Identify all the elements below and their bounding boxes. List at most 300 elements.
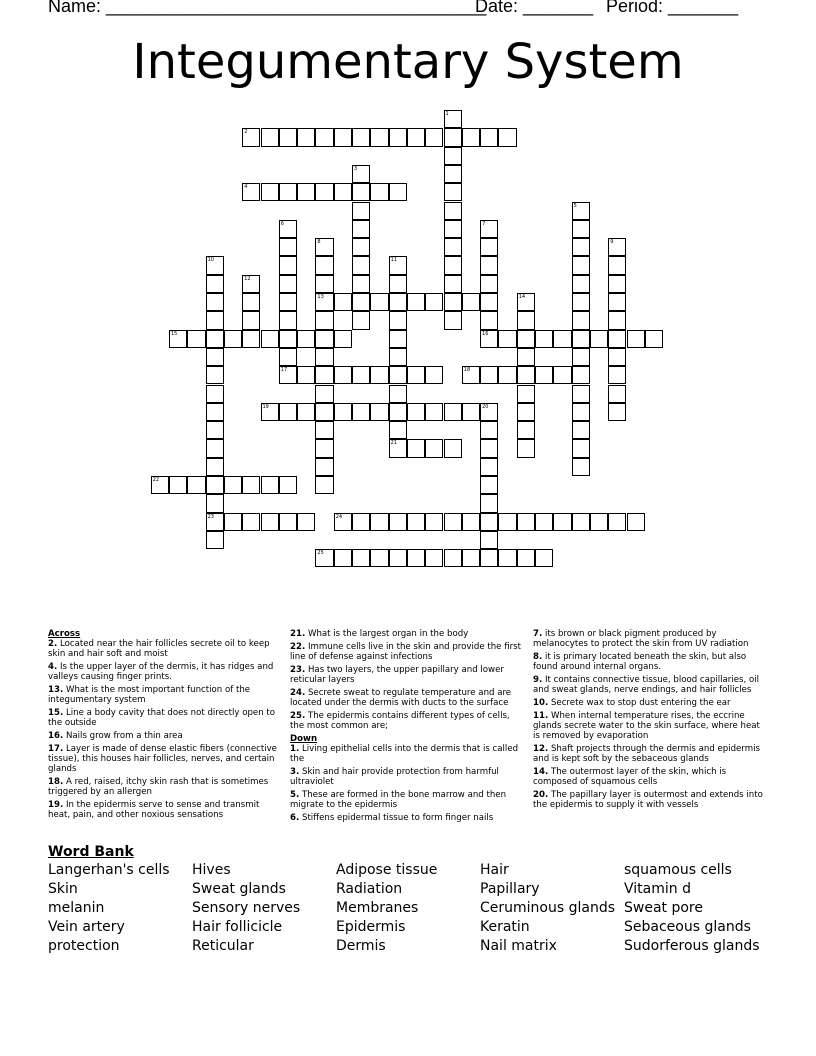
grid-cell[interactable] bbox=[389, 385, 407, 403]
grid-cell[interactable] bbox=[279, 128, 297, 146]
grid-cell[interactable] bbox=[517, 366, 535, 384]
grid-cell[interactable] bbox=[517, 293, 535, 311]
grid-cell[interactable] bbox=[444, 183, 462, 201]
grid-cell[interactable] bbox=[297, 330, 315, 348]
grid-cell[interactable] bbox=[279, 275, 297, 293]
grid-cell[interactable] bbox=[352, 549, 370, 567]
grid-cell[interactable] bbox=[407, 366, 425, 384]
grid-cell[interactable] bbox=[389, 421, 407, 439]
grid-cell[interactable] bbox=[535, 549, 553, 567]
grid-cell[interactable] bbox=[242, 476, 260, 494]
grid-cell[interactable] bbox=[572, 238, 590, 256]
clue-down-1: 1. Living epithelial cells into the dermis that is called the bbox=[290, 744, 519, 764]
grid-cell[interactable] bbox=[590, 513, 608, 531]
clue-number: 16 bbox=[482, 330, 489, 337]
grid-cell[interactable] bbox=[389, 275, 407, 293]
grid-cell[interactable] bbox=[334, 128, 352, 146]
word-bank-item: melanin bbox=[48, 900, 105, 916]
grid-cell[interactable] bbox=[572, 513, 590, 531]
grid-cell[interactable] bbox=[517, 385, 535, 403]
grid-cell[interactable] bbox=[535, 513, 553, 531]
grid-cell[interactable] bbox=[279, 366, 297, 384]
grid-cell[interactable] bbox=[480, 513, 498, 531]
grid-cell[interactable] bbox=[315, 385, 333, 403]
grid-cell[interactable] bbox=[315, 311, 333, 329]
grid-cell[interactable] bbox=[151, 476, 169, 494]
grid-cell[interactable] bbox=[297, 513, 315, 531]
grid-cell[interactable] bbox=[462, 366, 480, 384]
grid-cell[interactable] bbox=[352, 220, 370, 238]
grid-cell[interactable] bbox=[389, 513, 407, 531]
grid-cell[interactable] bbox=[206, 531, 224, 549]
grid-cell[interactable] bbox=[517, 403, 535, 421]
grid-cell[interactable] bbox=[315, 256, 333, 274]
grid-cell[interactable] bbox=[224, 476, 242, 494]
grid-cell[interactable] bbox=[572, 403, 590, 421]
word-bank-item: Sensory nerves bbox=[192, 900, 301, 916]
grid-cell[interactable] bbox=[608, 385, 626, 403]
grid-cell[interactable] bbox=[389, 128, 407, 146]
clue-across-4: 4. Is the upper layer of the dermis, it has ridges and valleys causing finger prints. bbox=[48, 662, 274, 682]
clue-number: 13 bbox=[317, 294, 324, 300]
grid-cell[interactable] bbox=[279, 183, 297, 201]
word-bank-item: Hives bbox=[192, 862, 231, 878]
grid-cell[interactable] bbox=[553, 366, 571, 384]
grid-cell[interactable] bbox=[187, 330, 205, 348]
word-bank-item: Epidermis bbox=[336, 919, 406, 935]
clues-column-2 bbox=[290, 629, 522, 826]
grid-cell[interactable] bbox=[425, 439, 443, 457]
clue-down-10: 10. Secrete wax to stop dust entering the ear bbox=[533, 698, 731, 708]
grid-cell[interactable] bbox=[407, 513, 425, 531]
grid-cell[interactable] bbox=[444, 439, 462, 457]
word-bank-item: Dermis bbox=[336, 938, 386, 954]
clue-across-18: 18. A red, raised, itchy skin rash that is sometimes triggered by an allergen bbox=[48, 777, 269, 797]
grid-cell[interactable] bbox=[279, 513, 297, 531]
clue-number: 23 bbox=[207, 513, 214, 520]
grid-cell[interactable] bbox=[498, 366, 516, 384]
clue-number: 18 bbox=[463, 367, 471, 374]
clue-number: 2 bbox=[244, 129, 248, 136]
grid-cell[interactable] bbox=[517, 348, 535, 366]
grid-cell[interactable] bbox=[608, 330, 626, 348]
grid-cell[interactable] bbox=[498, 128, 516, 146]
grid-cell[interactable] bbox=[352, 183, 370, 201]
clues-column-3 bbox=[533, 629, 769, 813]
grid-cell[interactable] bbox=[389, 403, 407, 421]
word-bank-item: Vitamin d bbox=[624, 881, 691, 897]
grid-cell[interactable] bbox=[370, 366, 388, 384]
grid-cell[interactable] bbox=[608, 275, 626, 293]
clue-number: 3 bbox=[354, 165, 358, 172]
grid-cell[interactable] bbox=[261, 330, 279, 348]
clue-number: 8 bbox=[317, 239, 321, 246]
clue-number: 19 bbox=[262, 403, 269, 410]
grid-cell[interactable] bbox=[315, 330, 333, 348]
grid-cell[interactable] bbox=[334, 366, 352, 384]
grid-cell[interactable] bbox=[480, 458, 498, 476]
grid-cell[interactable] bbox=[444, 256, 462, 274]
grid-cell[interactable] bbox=[206, 330, 224, 348]
grid-cell[interactable] bbox=[315, 183, 333, 201]
clue-number: 12 bbox=[244, 275, 251, 282]
clue-across-16: 16. Nails grow from a thin area bbox=[48, 731, 183, 741]
grid-cell[interactable] bbox=[444, 275, 462, 293]
grid-cell[interactable] bbox=[352, 311, 370, 329]
grid-cell[interactable] bbox=[480, 549, 498, 567]
grid-cell[interactable] bbox=[480, 220, 498, 238]
period-field-label[interactable]: Period: _______ bbox=[606, 0, 739, 16]
grid-cell[interactable] bbox=[279, 348, 297, 366]
date-field-label[interactable]: Date: _______ bbox=[475, 0, 594, 16]
clue-number: 22 bbox=[152, 477, 160, 483]
grid-cell[interactable] bbox=[407, 293, 425, 311]
grid-cell[interactable] bbox=[480, 439, 498, 457]
grid-cell[interactable] bbox=[517, 330, 535, 348]
grid-cell[interactable] bbox=[407, 549, 425, 567]
clue-down-3: 3. Skin and hair provide protection from harmful ultraviolet bbox=[290, 767, 499, 787]
clue-down-5: 5. These are formed in the bone marrow and then migrate to the epidermis bbox=[290, 790, 507, 810]
grid-cell[interactable] bbox=[444, 311, 462, 329]
grid-cell[interactable] bbox=[572, 202, 590, 220]
grid-cell[interactable] bbox=[407, 403, 425, 421]
grid-cell[interactable] bbox=[315, 421, 333, 439]
grid-cell[interactable] bbox=[352, 293, 370, 311]
grid-cell[interactable] bbox=[480, 128, 498, 146]
grid-cell[interactable] bbox=[352, 256, 370, 274]
grid-cell[interactable] bbox=[315, 476, 333, 494]
grid-cell[interactable] bbox=[425, 366, 443, 384]
clue-down-20: 20. The papillary layer is outermost and extends into the epidermis to supply it with vessels bbox=[533, 790, 763, 810]
grid-cell[interactable] bbox=[261, 403, 279, 421]
grid-cell[interactable] bbox=[370, 293, 388, 311]
grid-cell[interactable] bbox=[608, 311, 626, 329]
grid-cell[interactable] bbox=[242, 275, 260, 293]
grid-cell[interactable] bbox=[480, 531, 498, 549]
grid-cell[interactable] bbox=[224, 330, 242, 348]
word-bank-item: Membranes bbox=[336, 900, 419, 916]
across-heading: Across bbox=[48, 629, 81, 639]
grid-cell[interactable] bbox=[444, 238, 462, 256]
grid-cell[interactable] bbox=[261, 128, 279, 146]
grid-cell[interactable] bbox=[535, 366, 553, 384]
grid-cell[interactable] bbox=[389, 549, 407, 567]
grid-cell[interactable] bbox=[444, 128, 462, 146]
clue-number: 15 bbox=[171, 330, 178, 337]
grid-cell[interactable] bbox=[279, 476, 297, 494]
grid-cell[interactable] bbox=[315, 348, 333, 366]
grid-cell[interactable] bbox=[352, 165, 370, 183]
grid-cell[interactable] bbox=[444, 220, 462, 238]
word-bank-item: protection bbox=[48, 938, 120, 954]
grid-cell[interactable] bbox=[444, 513, 462, 531]
clue-across-25: 25. The epidermis contains different types of cells, the most common are; bbox=[290, 711, 510, 731]
word-bank-item: Adipose tissue bbox=[336, 862, 438, 878]
grid-cell[interactable] bbox=[517, 439, 535, 457]
clue-across-17: 17. Layer is made of dense elastic fibers (connective tissue), this houses hair follicles, nerves, and certain glands bbox=[48, 744, 277, 774]
grid-cell[interactable] bbox=[572, 458, 590, 476]
grid-cell[interactable] bbox=[261, 476, 279, 494]
grid-cell[interactable] bbox=[242, 183, 260, 201]
grid-cell[interactable] bbox=[206, 311, 224, 329]
grid-cell[interactable] bbox=[535, 330, 553, 348]
clue-across-24: 24. Secrete sweat to regulate temperature and are located under the dermis with ducts to the surface bbox=[290, 688, 512, 708]
grid-cell[interactable] bbox=[224, 513, 242, 531]
clue-number: 10 bbox=[207, 257, 214, 264]
grid-cell[interactable] bbox=[334, 403, 352, 421]
grid-cell[interactable] bbox=[572, 311, 590, 329]
grid-cell[interactable] bbox=[315, 293, 333, 311]
grid-cell[interactable] bbox=[572, 256, 590, 274]
grid-cell[interactable] bbox=[462, 513, 480, 531]
word-bank-title: Word Bank bbox=[48, 844, 134, 860]
grid-cell[interactable] bbox=[572, 330, 590, 348]
grid-cell[interactable] bbox=[425, 513, 443, 531]
clue-across-2: 2. Located near the hair follicles secrete oil to keep skin and hair soft and moist bbox=[48, 639, 270, 659]
grid-cell[interactable] bbox=[645, 330, 663, 348]
grid-cell[interactable] bbox=[444, 403, 462, 421]
clue-down-7: 7. its brown or black pigment produced by melanocytes to protect the skin from UV radiation bbox=[533, 629, 749, 649]
grid-cell[interactable] bbox=[553, 513, 571, 531]
grid-cell[interactable] bbox=[242, 311, 260, 329]
grid-cell[interactable] bbox=[315, 403, 333, 421]
grid-cell[interactable] bbox=[627, 513, 645, 531]
grid-cell[interactable] bbox=[206, 476, 224, 494]
grid-cell[interactable] bbox=[425, 293, 443, 311]
grid-cell[interactable] bbox=[608, 238, 626, 256]
grid-cell[interactable] bbox=[352, 238, 370, 256]
clue-number: 9 bbox=[610, 239, 614, 246]
grid-cell[interactable] bbox=[169, 330, 187, 348]
grid-cell[interactable] bbox=[334, 293, 352, 311]
grid-cell[interactable] bbox=[297, 366, 315, 384]
down-heading: Down bbox=[290, 734, 318, 744]
grid-cell[interactable] bbox=[370, 549, 388, 567]
grid-cell[interactable] bbox=[206, 421, 224, 439]
grid-cell[interactable] bbox=[206, 256, 224, 274]
grid-cell[interactable] bbox=[608, 513, 626, 531]
clue-number: 1 bbox=[445, 111, 449, 117]
grid-cell[interactable] bbox=[206, 348, 224, 366]
grid-cell[interactable] bbox=[627, 330, 645, 348]
grid-cell[interactable] bbox=[389, 311, 407, 329]
grid-cell[interactable] bbox=[425, 403, 443, 421]
grid-cell[interactable] bbox=[297, 128, 315, 146]
grid-cell[interactable] bbox=[242, 293, 260, 311]
grid-cell[interactable] bbox=[279, 330, 297, 348]
word-bank-item: Langerhan's cells bbox=[48, 862, 170, 878]
grid-cell[interactable] bbox=[206, 513, 224, 531]
grid-cell[interactable] bbox=[206, 439, 224, 457]
grid-cell[interactable] bbox=[389, 293, 407, 311]
grid-cell[interactable] bbox=[407, 439, 425, 457]
clue-across-19: 19. In the epidermis serve to sense and transmit heat, pain, and other noxious sensations bbox=[48, 800, 260, 820]
grid-cell[interactable] bbox=[187, 476, 205, 494]
grid-cell[interactable] bbox=[498, 330, 516, 348]
grid-cell[interactable] bbox=[444, 293, 462, 311]
clue-down-11: 11. When internal temperature rises, the eccrine glands secrete water to the skin surface, where heat is removed by evaporation bbox=[533, 711, 760, 741]
grid-cell[interactable] bbox=[315, 366, 333, 384]
grid-cell[interactable] bbox=[297, 183, 315, 201]
grid-cell[interactable] bbox=[572, 366, 590, 384]
clue-across-13: 13. What is the most important function of the integumentary system bbox=[48, 685, 251, 705]
grid-cell[interactable] bbox=[572, 293, 590, 311]
grid-cell[interactable] bbox=[279, 220, 297, 238]
grid-cell[interactable] bbox=[315, 439, 333, 457]
grid-cell[interactable] bbox=[242, 330, 260, 348]
grid-cell[interactable] bbox=[608, 403, 626, 421]
grid-cell[interactable] bbox=[389, 183, 407, 201]
grid-cell[interactable] bbox=[352, 366, 370, 384]
grid-cell[interactable] bbox=[352, 202, 370, 220]
grid-cell[interactable] bbox=[297, 403, 315, 421]
name-date-period-line bbox=[48, 0, 768, 20]
clue-down-9: 9. It contains connective tissue, blood capillaries, oil and sweat glands, nerve endings, and hair follicles bbox=[533, 675, 759, 695]
clue-down-12: 12. Shaft projects through the dermis and epidermis and is kept soft by the sebaceous glands bbox=[533, 744, 760, 764]
grid-cell[interactable] bbox=[572, 275, 590, 293]
grid-cell[interactable] bbox=[608, 256, 626, 274]
word-bank-item: Sebaceous glands bbox=[624, 919, 751, 935]
grid-cell[interactable] bbox=[480, 311, 498, 329]
grid-cell[interactable] bbox=[553, 330, 571, 348]
grid-cell[interactable] bbox=[444, 202, 462, 220]
grid-cell[interactable] bbox=[206, 458, 224, 476]
grid-cell[interactable] bbox=[444, 549, 462, 567]
grid-cell[interactable] bbox=[389, 366, 407, 384]
word-bank-item: Reticular bbox=[192, 938, 254, 954]
grid-cell[interactable] bbox=[480, 330, 498, 348]
grid-cell[interactable] bbox=[315, 275, 333, 293]
grid-cell[interactable] bbox=[572, 348, 590, 366]
grid-cell[interactable] bbox=[334, 330, 352, 348]
word-bank-item: Radiation bbox=[336, 881, 403, 897]
clue-down-8: 8. it is primary located beneath the skin, but also found around internal organs. bbox=[533, 652, 747, 672]
grid-cell[interactable] bbox=[590, 330, 608, 348]
grid-cell[interactable] bbox=[462, 549, 480, 567]
grid-cell[interactable] bbox=[279, 311, 297, 329]
grid-cell[interactable] bbox=[315, 238, 333, 256]
grid-cell[interactable] bbox=[389, 256, 407, 274]
grid-cell[interactable] bbox=[498, 513, 516, 531]
grid-cell[interactable] bbox=[462, 293, 480, 311]
grid-cell[interactable] bbox=[480, 494, 498, 512]
grid-cell[interactable] bbox=[480, 421, 498, 439]
grid-cell[interactable] bbox=[206, 385, 224, 403]
clue-number: 4 bbox=[244, 184, 248, 191]
grid-cell[interactable] bbox=[334, 549, 352, 567]
grid-cell[interactable] bbox=[480, 403, 498, 421]
grid-cell[interactable] bbox=[498, 549, 516, 567]
clue-number: 25 bbox=[317, 550, 324, 557]
grid-cell[interactable] bbox=[480, 293, 498, 311]
grid-cell[interactable] bbox=[352, 513, 370, 531]
grid-cell[interactable] bbox=[279, 238, 297, 256]
grid-cell[interactable] bbox=[572, 421, 590, 439]
grid-cell[interactable] bbox=[480, 256, 498, 274]
grid-cell[interactable] bbox=[334, 183, 352, 201]
grid-cell[interactable] bbox=[315, 458, 333, 476]
grid-cell[interactable] bbox=[370, 513, 388, 531]
word-bank-item: Sweat glands bbox=[192, 881, 286, 897]
clue-number: 11 bbox=[390, 257, 397, 264]
grid-cell[interactable] bbox=[206, 293, 224, 311]
grid-cell[interactable] bbox=[279, 293, 297, 311]
grid-cell[interactable] bbox=[608, 348, 626, 366]
grid-cell[interactable] bbox=[444, 110, 462, 128]
grid-cell[interactable] bbox=[169, 476, 187, 494]
grid-cell[interactable] bbox=[517, 549, 535, 567]
grid-cell[interactable] bbox=[608, 293, 626, 311]
grid-cell[interactable] bbox=[572, 220, 590, 238]
grid-cell[interactable] bbox=[242, 128, 260, 146]
clue-number: 17 bbox=[280, 367, 288, 374]
grid-cell[interactable] bbox=[370, 183, 388, 201]
grid-cell[interactable] bbox=[315, 128, 333, 146]
grid-cell[interactable] bbox=[425, 128, 443, 146]
grid-cell[interactable] bbox=[352, 275, 370, 293]
grid-cell[interactable] bbox=[480, 275, 498, 293]
grid-cell[interactable] bbox=[407, 128, 425, 146]
word-bank-item: Hair follicicle bbox=[192, 919, 283, 935]
grid-cell[interactable] bbox=[572, 385, 590, 403]
grid-cell[interactable] bbox=[206, 275, 224, 293]
word-bank-item: squamous cells bbox=[624, 862, 732, 878]
grid-cell[interactable] bbox=[517, 421, 535, 439]
clue-number: 24 bbox=[335, 513, 343, 520]
clue-across-22: 22. Immune cells live in the skin and provide the first line of defense against infections bbox=[290, 642, 521, 662]
grid-cell[interactable] bbox=[444, 147, 462, 165]
word-bank-item: Sudorferous glands bbox=[624, 938, 760, 954]
grid-cell[interactable] bbox=[608, 366, 626, 384]
word-bank-item: Skin bbox=[48, 881, 78, 897]
clue-number: 7 bbox=[482, 220, 486, 227]
clue-down-6: 6. Stiffens epidermal tissue to form finger nails bbox=[290, 813, 494, 823]
grid-cell[interactable] bbox=[389, 348, 407, 366]
grid-cell[interactable] bbox=[517, 311, 535, 329]
grid-cell[interactable] bbox=[389, 439, 407, 457]
grid-cell[interactable] bbox=[480, 366, 498, 384]
grid-cell[interactable] bbox=[206, 403, 224, 421]
grid-cell[interactable] bbox=[517, 513, 535, 531]
grid-cell[interactable] bbox=[572, 439, 590, 457]
grid-cell[interactable] bbox=[261, 183, 279, 201]
grid-cell[interactable] bbox=[389, 330, 407, 348]
clue-number: 5 bbox=[573, 202, 577, 209]
grid-cell[interactable] bbox=[480, 238, 498, 256]
grid-cell[interactable] bbox=[370, 403, 388, 421]
grid-cell[interactable] bbox=[444, 165, 462, 183]
name-field-label[interactable]: Name: ______________________________________ bbox=[48, 0, 487, 16]
grid-cell[interactable] bbox=[462, 128, 480, 146]
grid-cell[interactable] bbox=[480, 476, 498, 494]
grid-cell[interactable] bbox=[242, 513, 260, 531]
grid-cell[interactable] bbox=[279, 256, 297, 274]
grid-cell[interactable] bbox=[206, 494, 224, 512]
grid-cell[interactable] bbox=[261, 513, 279, 531]
grid-cell[interactable] bbox=[315, 549, 333, 567]
grid-cell[interactable] bbox=[334, 513, 352, 531]
grid-cell[interactable] bbox=[425, 549, 443, 567]
word-bank-item: Hair bbox=[480, 862, 509, 878]
grid-cell[interactable] bbox=[206, 366, 224, 384]
grid-cell[interactable] bbox=[462, 403, 480, 421]
clue-number: 6 bbox=[280, 220, 284, 227]
grid-cell[interactable] bbox=[352, 128, 370, 146]
grid-cell[interactable] bbox=[352, 403, 370, 421]
clue-number: 14 bbox=[518, 294, 526, 300]
grid-cell[interactable] bbox=[279, 403, 297, 421]
grid-cell[interactable] bbox=[370, 128, 388, 146]
